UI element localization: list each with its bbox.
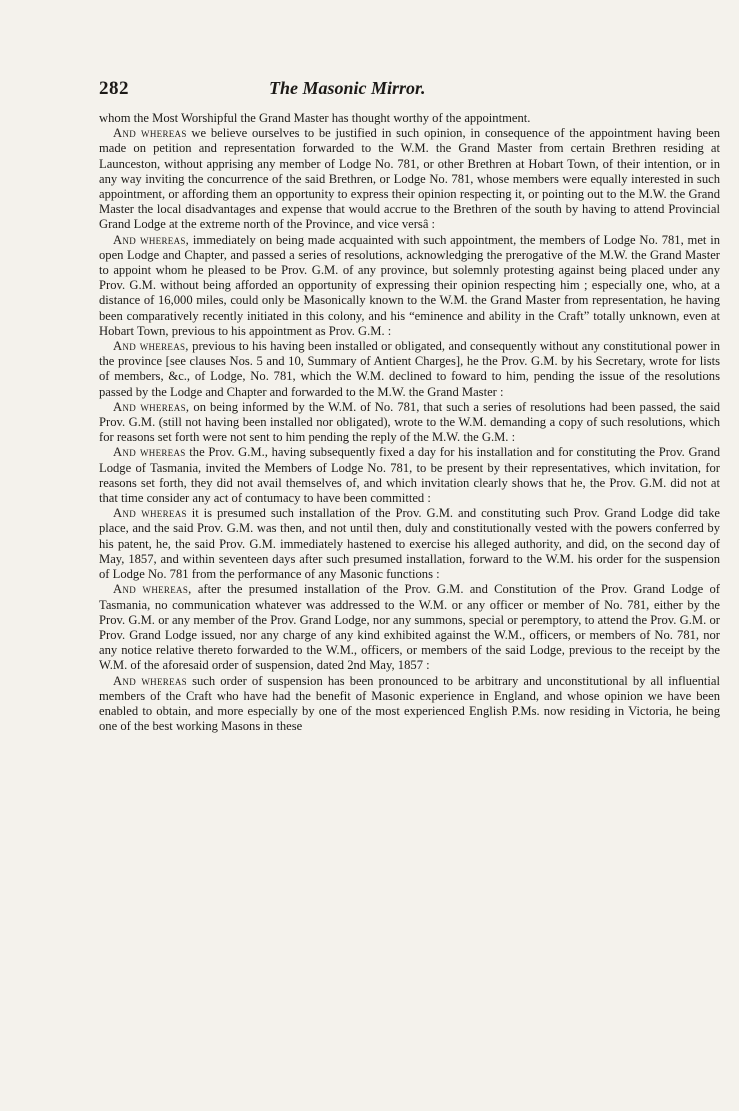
- paragraph-lead: And whereas,: [113, 339, 189, 354]
- paragraph: [99, 339, 720, 400]
- paragraph: [99, 582, 720, 673]
- paragraph-lead: And whereas,: [113, 232, 190, 247]
- running-title: The Masonic Mirror.: [269, 78, 426, 98]
- paragraph-lead: And whereas,: [113, 399, 190, 414]
- paragraph-text: whom the Most Worshipful the Grand Master has thought worthy of the appointment.: [99, 111, 531, 125]
- paragraph: [99, 506, 720, 582]
- paragraph: [99, 233, 720, 339]
- paragraph: [99, 126, 720, 232]
- paragraph-lead: And whereas: [113, 673, 187, 688]
- paragraph-text: previous to his having been installed or obligated, and consequently without any constitutional power in the province [see clauses Nos. 5 and 10, Summary of Antient Charges], he the Prov. G.M. by his Secretary, wrote for lists of members, &c., of Lodge, No. 781, which the W.M. declined to foward to him, pending the issue of the resolutions passed by the Lodge and Chapter and forwarded to the M.W. the Grand Master :: [99, 339, 720, 399]
- paragraph: [99, 445, 720, 506]
- paragraph-text: we believe ourselves to be justified in such opinion, in consequence of the appointment having been made on petition and representation forwarded to the W.M. the Grand Master from certain Brethren residing at Launceston, without apprising any member of Lodge No. 781, or other Brethren at Hobart Town, of their intention, or in any way inviting the concurrence of the said Brethren, or Lodge No. 781, whose members were equally interested in such appointment, or affording them an opportunity to express their opinion respecting it, or pointing out to the M.W. the Grand Master the local disadvantages and expense that would accrue to the Brethren of the south by having to attend Provincial Grand Lodge at the extreme north of the Province, and vice versâ :: [99, 126, 720, 232]
- paragraph-lead: And whereas,: [113, 582, 192, 597]
- paragraph-lead: And whereas: [113, 445, 186, 460]
- paragraph-text: on being informed by the W.M. of No. 781, that such a series of resolutions had been passed, the said Prov. G.M. (still not having been installed nor obligated), wrote to the W.M. demanding a copy of such resolutions, which for reasons set forth were not sent to him pending the reply of the M.W. the G.M. :: [99, 399, 720, 445]
- page-number: 282: [99, 78, 129, 99]
- body-text: [99, 111, 720, 734]
- paragraph-lead: And whereas: [113, 126, 187, 141]
- paragraph: [99, 674, 720, 735]
- page-header: [99, 78, 709, 102]
- paragraph-lead: And whereas: [113, 506, 187, 521]
- paragraph-text: such order of suspension has been pronounced to be arbitrary and unconstitutional by all influential members of the Craft who have had the benefit of Masonic experience in England, and whose opinion we have been enabled to obtain, and more especially by one of the most experienced English P.Ms. now residing in Victoria, he being one of the best working Masons in these: [99, 673, 720, 734]
- paragraph-text: after the presumed installation of the Prov. G.M. and Constitution of the Prov. Grand Lodge of Tasmania, no communication whatever was addressed to the W.M. or any officer or member of No. 781, either by the Prov. G.M. or any member of the Prov. Grand Lodge, nor any summons, special or peremptory, to attend the Prov. G.M. or Prov. Grand Lodge issued, nor any charge of any kind exhibited against the W.M., officers, or members of No. 781, nor any notice relative thereto forwarded to the W.M., officers, or members of the said Lodge, previous to the receipt by the W.M. of the aforesaid order of suspension, dated 2nd May, 1857 :: [99, 582, 721, 673]
- paragraph-text: immediately on being made acquainted with such appointment, the members of Lodge No. 781, met in open Lodge and Chapter, and passed a series of resolutions, acknowledging the prerogative of the M.W. the Grand Master to appoint whom he pleased to be Prov. G.M. of any province, but solemnly protesting against being placed under any Prov. G.M. without being afforded an opportunity of expressing their opinion respecting him ; especially one, who, at a distance of 16,000 miles, could only be Masonically known to the W.M. the Grand Master from representation, he having been comparatively recently initiated in this colony, and his “eminence and ability in the Craft” totally unknown, even at Hobart Town, previous to his appointment as Prov. G.M. :: [99, 232, 720, 338]
- paragraph-text: the Prov. G.M., having subsequently fixed a day for his installation and for constituting the Prov. Grand Lodge of Tasmania, invited the Members of Lodge No. 781, to be present by their representatives, which invitation, for reasons set forth, they did not avail themselves of, and which invitation clearly shows that he, the Prov. G.M. did not at that time consider any act of contumacy to have been committed :: [99, 445, 720, 506]
- paragraph: [99, 111, 720, 126]
- paragraph: [99, 400, 720, 446]
- paragraph-text: it is presumed such installation of the Prov. G.M. and constituting such Prov. Grand Lodge did take place, and the said Prov. G.M. was then, and not until then, duly and constitutionally vested with the powers conferred by his patent, he, the said Prov. G.M. immediately hastened to exercise his alleged authority, and did, on the second day of May, 1857, and within seventeen days after such presumed installation, forward to the W.M. his order for the suspension of Lodge No. 781 from the performance of any Masonic functions :: [99, 506, 720, 582]
